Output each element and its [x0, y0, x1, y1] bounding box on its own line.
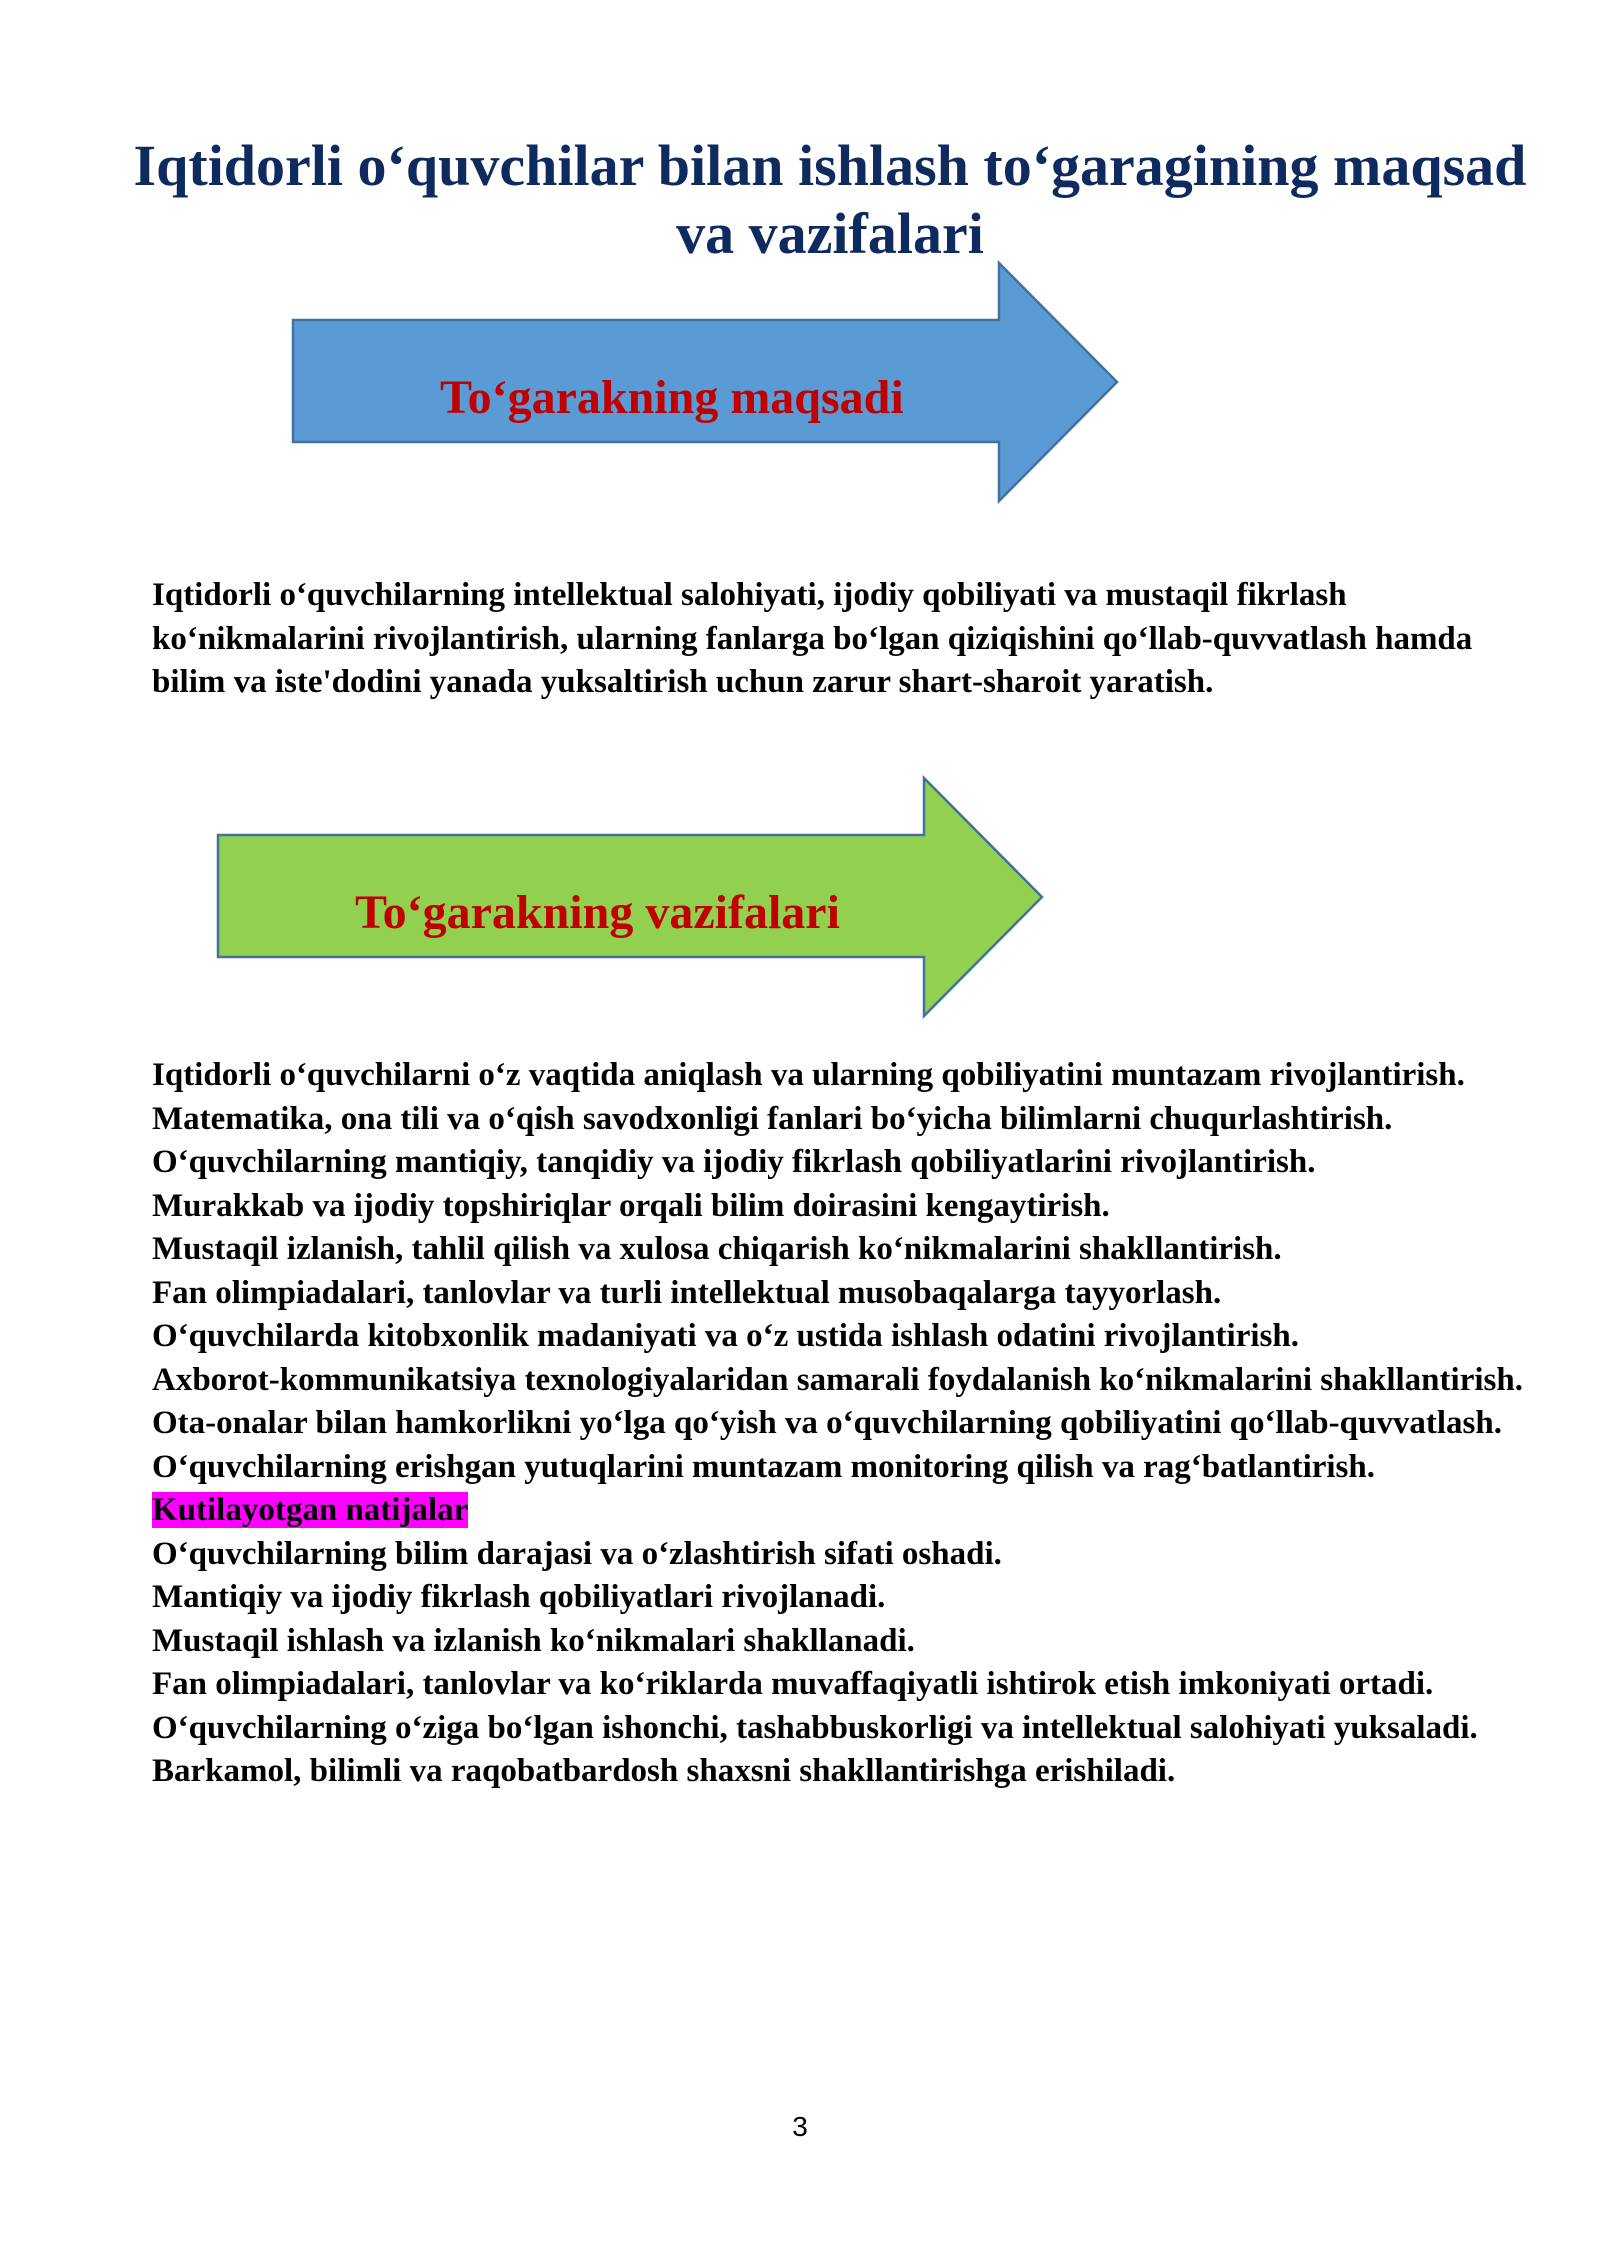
task-item: Fan olimpiadalari, tanlovlar va turli intellektual musobaqalarga tayyorlash.: [152, 1274, 1222, 1311]
tasks-arrow-label: To‘garakning vazifalari: [355, 886, 840, 939]
goal-arrow: [290, 260, 1130, 505]
result-item: Mantiqiy va ijodiy fikrlash qobiliyatlari rivojlanadi.: [152, 1579, 886, 1615]
task-item: Axborot-kommunikatsiya texnologiyalaridan samarali foydalanish ko‘nikmalarini shakllantirish.: [152, 1361, 1523, 1398]
task-item: Iqtidorli o‘quvchilarni o‘z vaqtida aniqlash va ularning qobiliyatini muntazam rivojlantirish.: [152, 1057, 1465, 1093]
result-item: O‘quvchilarning bilim darajasi va o‘zlashtirish sifati oshadi.: [152, 1535, 1002, 1572]
page-title: Iqtidorli o‘quvchilar bilan ishlash to‘garagining maqsad va vazifalari: [133, 133, 1527, 266]
goal-arrow-label: To‘garakning maqsadi: [440, 371, 904, 424]
goal-paragraph: Iqtidorli o‘quvchilarning intellektual salohiyati, ijodiy qobiliyati va mustaqil fikrlash ko‘nikmalarini rivojlantirish, ularning fanlarga bo‘lgan qiziqishini qo‘llab-quvvatlash hamda bilim va iste'dodini yanada yuksaltirish uchun zarur shart-sharoit yaratish.: [152, 577, 1473, 700]
tasks-list: [152, 1054, 1532, 1794]
result-item: Mustaqil ishlash va izlanish ko‘nikmalari shakllanadi.: [152, 1622, 915, 1659]
task-item: O‘quvchilarning erishgan yutuqlarini muntazam monitoring qilish va rag‘batlantirish.: [152, 1448, 1375, 1485]
tasks-arrow: [215, 775, 1055, 1020]
page-number: 3: [792, 2111, 808, 2142]
task-item: Matematika, ona tili va o‘qish savodxonligi fanlari bo‘yicha bilimlarni chuqurlashtirish.: [152, 1100, 1393, 1137]
result-item: Barkamol, bilimli va raqobatbardosh shaxsni shakllantirishga erishiladi.: [152, 1753, 1176, 1789]
task-item: O‘quvchilarning mantiqiy, tanqidiy va ijodiy fikrlash qobiliyatlarini rivojlantirish.: [152, 1144, 1316, 1180]
task-item: Mustaqil izlanish, tahlil qilish va xulosa chiqarish ko‘nikmalarini shakllantirish.: [152, 1231, 1282, 1267]
result-item: Fan olimpiadalari, tanlovlar va ko‘riklarda muvaffaqiyatli ishtirok etish imkoniyati ortadi.: [152, 1666, 1434, 1702]
result-item: O‘quvchilarning o‘ziga bo‘lgan ishonchi, tashabbuskorligi va intellektual salohiyati yuksaladi.: [152, 1709, 1478, 1746]
task-item: Ota-onalar bilan hamkorlikni yo‘lga qo‘yish va o‘quvchilarning qobiliyatini qo‘llab-quvvatlash.: [152, 1405, 1502, 1441]
results-heading: Kutilayotgan natijalar: [152, 1492, 469, 1528]
results-heading-line: [152, 1489, 1532, 1533]
task-item: Murakkab va ijodiy topshiriqlar orqali bilim doirasini kengaytirish.: [152, 1187, 1110, 1224]
task-item: O‘quvchilarda kitobxonlik madaniyati va o‘z ustida ishlash odatini rivojlantirish.: [152, 1318, 1299, 1354]
